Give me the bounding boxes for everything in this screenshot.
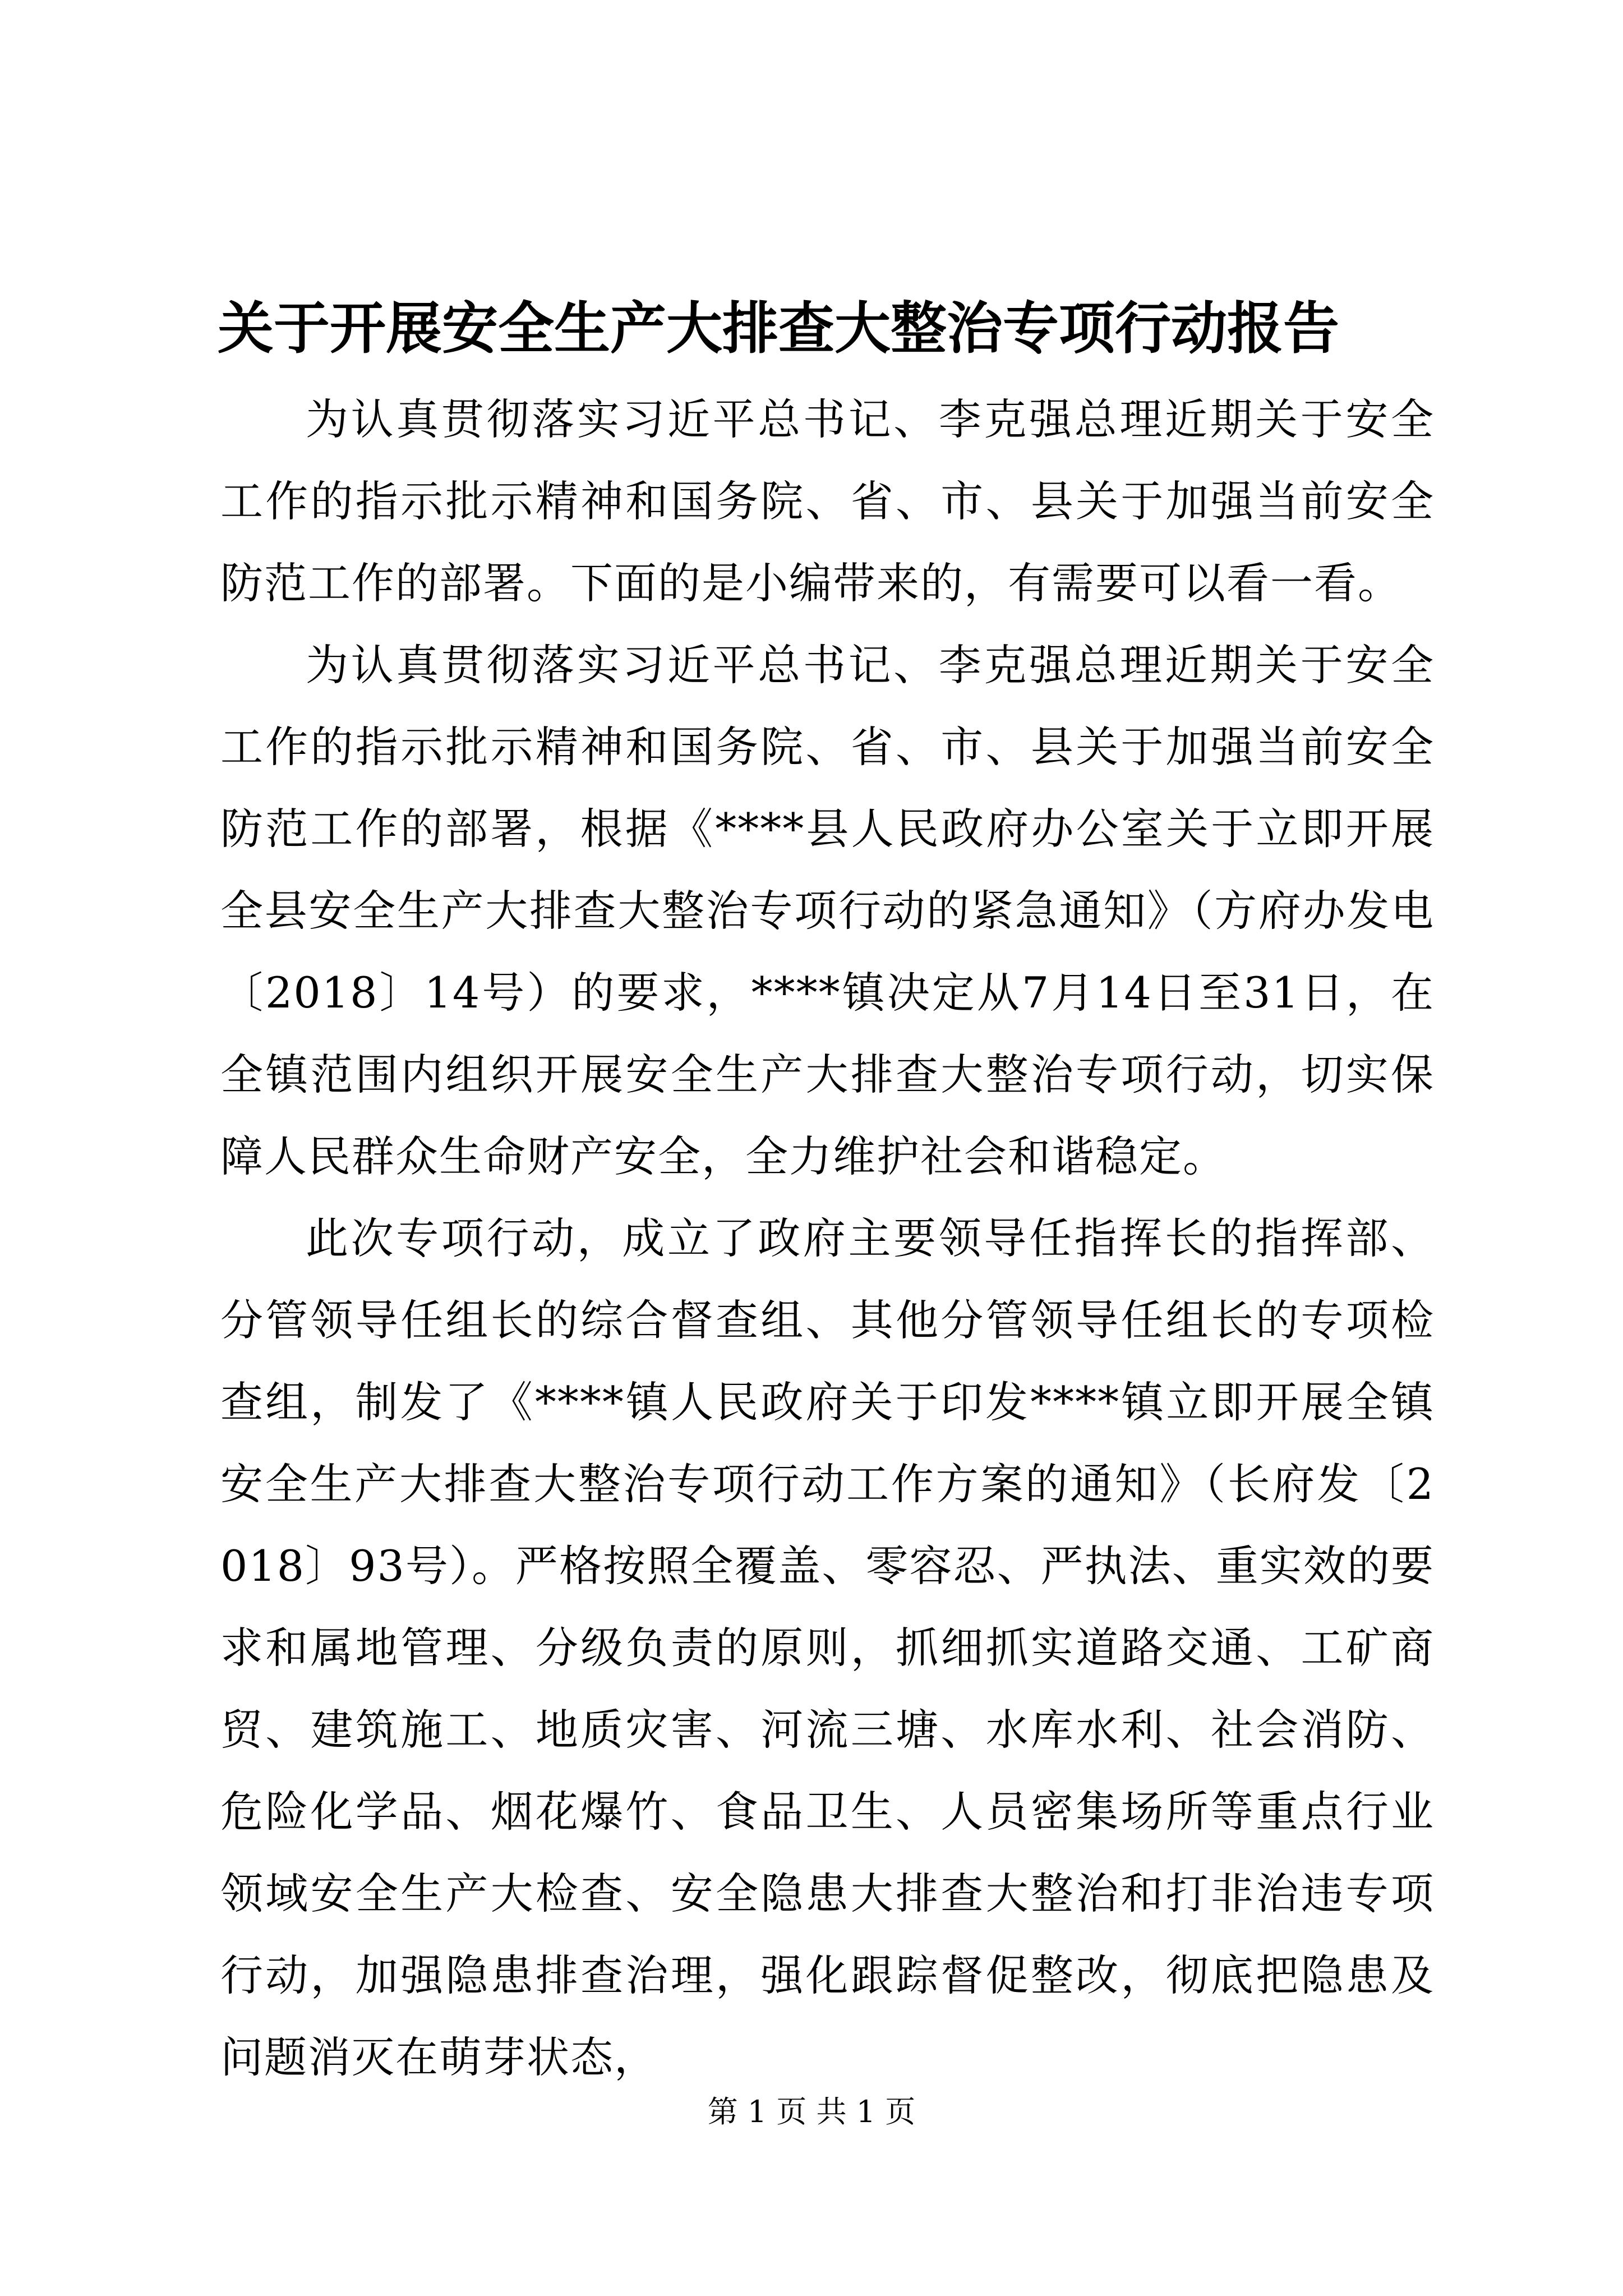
document-body: [220, 379, 1435, 2099]
paragraph-background: 为认真贯彻落实习近平总书记、李克强总理近期关于安全工作的指示批示精神和国务院、省、市、县关于加强当前安全防范工作的部署，根据《****县人民政府办公室关于立即开展全县安全生产大排查大整治专项行动的紧急通知》（方府办发电〔2018〕14号）的要求，****镇决定从7月14日至31日，在全镇范围内组织开展安全生产大排查大整治专项行动，切实保障人民群众生命财产安全，全力维护社会和谐稳定。: [220, 640, 1435, 1181]
paragraph-actions: 此次专项行动，成立了政府主要领导任指挥长的指挥部、分管领导任组长的综合督查组、其他分管领导任组长的专项检查组，制发了《****镇人民政府关于印发****镇立即开展全镇安全生产大排查大整治专项行动工作方案的通知》（长府发〔2018〕93号）。严格按照全覆盖、零容忍、严执法、重实效的要求和属地管理、分级负责的原则，抓细抓实道路交通、工矿商贸、建筑施工、地质灾害、河流三塘、水库水利、社会消防、危险化学品、烟花爆竹、食品卫生、人员密集场所等重点行业领域安全生产大检查、安全隐患大排查大整治和打非治违专项行动，加强隐患排查治理，强化跟踪督促整改，彻底把隐患及问题消灭在萌芽状态，: [220, 1213, 1435, 2082]
page-footer: 第 1 页 共 1 页: [707, 2094, 916, 2129]
document-title: 关于开展安全生产大排查大整治专项行动报告: [218, 295, 1339, 361]
paragraph-intro: 为认真贯彻落实习近平总书记、李克强总理近期关于安全工作的指示批示精神和国务院、省、市、县关于加强当前安全防范工作的部署。下面的是小编带来的，有需要可以看一看。: [220, 394, 1435, 608]
